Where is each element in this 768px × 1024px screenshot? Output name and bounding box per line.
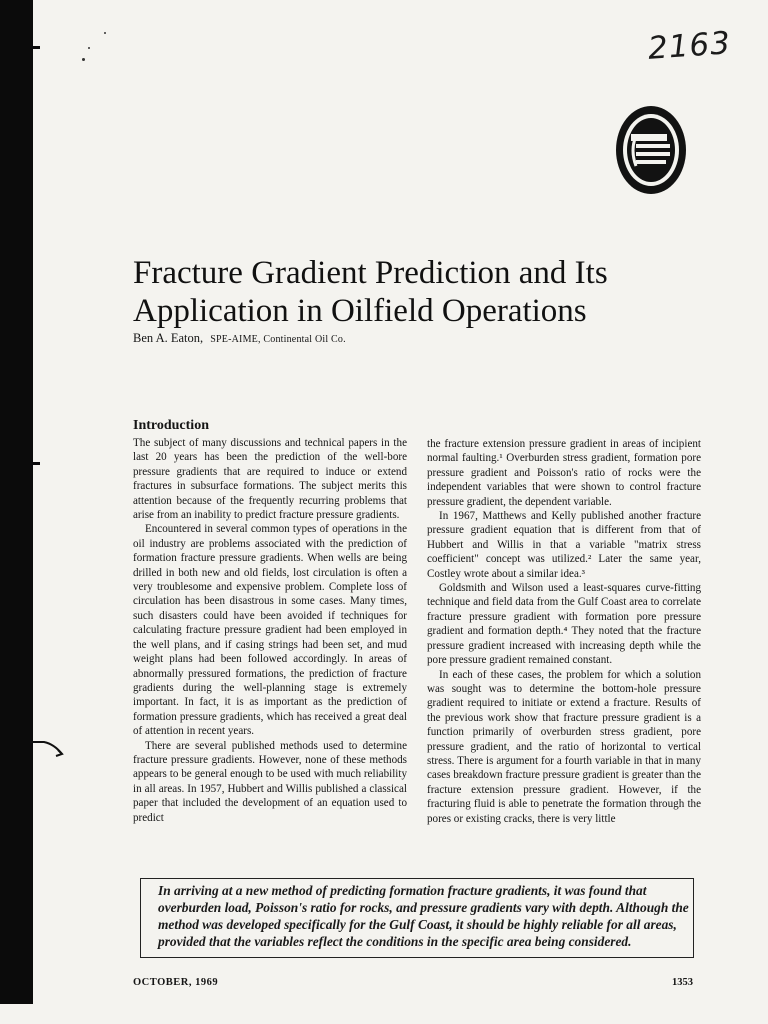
abstract-text: In arriving at a new method of predicting formation fracture gradients, it was found that overburden load, Poisson's ratio for rocks, and pressure gradients vary with depth. Although the method was developed specifically for the Gulf Coast, it should be highly reliable for all areas, provided that the variables reflect the conditions in the specific area being considered. <box>158 883 689 949</box>
author-byline <box>133 331 346 346</box>
paragraph: Encountered in several common types of operations in the oil industry are problems associated with the prediction of formation fracture pressure gradients. When wells are being drilled in both new and old fields, lost circulation is often a very troublesome and expensive problem. Complete loss of circulation has been disastrous in some cases. Many times, such disasters could have been avoided if techniques for calculating fracture pressure gradient had been employed in the well plans, and if casing strings had been set, and mud weight plans had been followed accordingly. In areas of abnormally pressured formations, the prediction of fracture gradients during the well-planning stage is extremely important. In fact, it is as important as the prediction of formation pressure gradients, which has received a great deal of attention in recent years. <box>133 523 407 738</box>
paragraph: There are several published methods used to determine fracture pressure gradients. However, none of these methods appears to be general enough to be used with much reliability in all areas. In 1957, Hubbert and Willis published a classical paper that included the development of an equation used to predict <box>133 739 407 824</box>
scan-edge-bar <box>0 0 33 1004</box>
paragraph: The subject of many discussions and technical papers in the last 20 years has been the prediction of the well-bore pressure gradients that are required to induce or extend fractures in subsurface formations. The subject merits this attention because of the frequently recurring problems that arise from an inability to predict fracture pressure gradients. <box>133 437 407 522</box>
footer-date: OCTOBER, 1969 <box>133 977 219 988</box>
margin-arrow-icon <box>30 730 70 760</box>
section-heading: Introduction <box>133 418 209 433</box>
scan-edge-mark <box>28 46 40 49</box>
scan-speck <box>82 58 85 61</box>
left-column <box>133 436 407 825</box>
right-column <box>427 437 701 826</box>
scan-speck <box>104 32 106 34</box>
paragraph: In 1967, Matthews and Kelly published another fracture pressure gradient equation that is different from that of Hubbert and Willis in that a variable "matrix stress coefficient" concept was utilized.² Later the same year, Costley wrote about a similar idea.³ <box>427 510 701 580</box>
footer-page-number: 1353 <box>672 977 693 988</box>
paragraph: In each of these cases, the problem for which a solution was sought was to determine the bottom-hole pressure gradient required to initiate or extend a fracture. Results of the previous work show that fracture pressure gradient is a function primarily of overburden stress gradient, pore pressure gradient, and the ratio of horizontal to vertical stress. There is argument for a fourth variable in that in many cases breakdown fracture pressure gradient is greater than the fracture extension pressure gradient. However, if the fracturing fluid is able to penetrate the formation through the pores or existing cracks, there is very little <box>427 668 701 825</box>
handwritten-page-number: 2163 <box>646 25 733 67</box>
author-name: Ben A. Eaton, <box>133 331 204 345</box>
scan-speck <box>88 47 90 49</box>
spe-logo-icon <box>614 104 688 196</box>
scan-edge-mark <box>28 462 40 465</box>
paragraph: Goldsmith and Wilson used a least-squares curve-fitting technique and field data from the Gulf Coast area to correlate fracture pressure gradient with formation pore pressure gradient and formation depth.⁴ They noted that the fracture pressure gradient increased with increasing depth while the pore pressure gradient remained constant. <box>427 582 701 667</box>
author-affiliation: SPE-AIME, Continental Oil Co. <box>210 334 346 345</box>
paragraph: the fracture extension pressure gradient in areas of incipient normal faulting.¹ Overburden stress gradient, formation pore pressure gradient and Poisson's ratio of rocks were the independent variables that were shown to control fracture pressure gradient, the dependent variable. <box>427 438 701 508</box>
article-title: Fracture Gradient Prediction and Its Application in Oilfield Operations <box>133 255 608 329</box>
